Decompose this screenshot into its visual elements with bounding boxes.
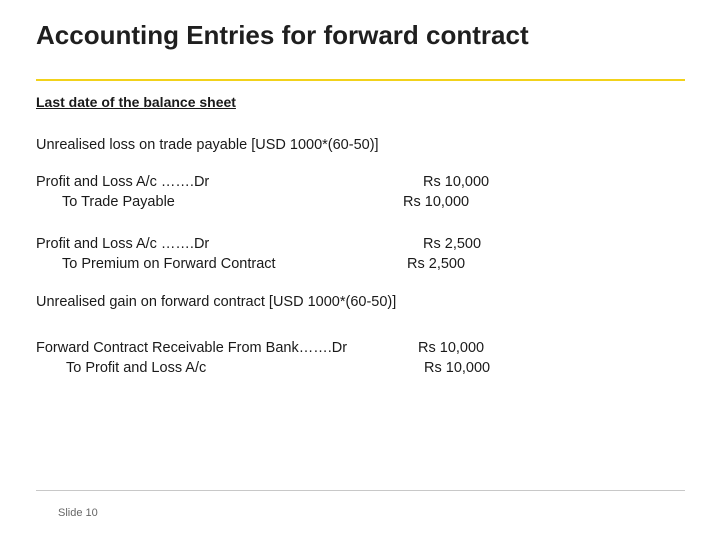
section-heading-gain: Unrealised gain on forward contract [USD 1000*(60-50)]: [36, 294, 397, 310]
entry-1-credit-line: To Trade Payable: [62, 194, 175, 210]
entry-2-debit-amount: Rs 2,500: [423, 236, 482, 252]
entry-1-credit-amount: Rs 10,000: [403, 194, 470, 210]
entry-2-credit-line: To Premium on Forward Contract: [62, 256, 276, 272]
footer-divider: [36, 490, 685, 491]
section-heading-loss: Unrealised loss on trade payable [USD 1000*(60-50)]: [36, 137, 379, 153]
entry-2-debit-line: Profit and Loss A/c …….Dr: [36, 236, 210, 252]
entry-3-debit-amount: Rs 10,000: [418, 340, 485, 356]
page-title: Accounting Entries for forward contract: [36, 20, 529, 50]
entry-1-debit-line: Profit and Loss A/c …….Dr: [36, 174, 210, 190]
title-divider: [36, 79, 685, 81]
entry-2-credit-amount: Rs 2,500: [407, 256, 466, 272]
subtitle: Last date of the balance sheet: [36, 94, 236, 110]
entry-3-credit-amount: Rs 10,000: [424, 360, 491, 376]
slide-number: Slide 10: [58, 507, 98, 519]
entry-3-credit-line: To Profit and Loss A/c: [66, 360, 207, 376]
entry-1-debit-amount: Rs 10,000: [423, 174, 490, 190]
entry-3-debit-line: Forward Contract Receivable From Bank…….Dr: [36, 340, 348, 356]
